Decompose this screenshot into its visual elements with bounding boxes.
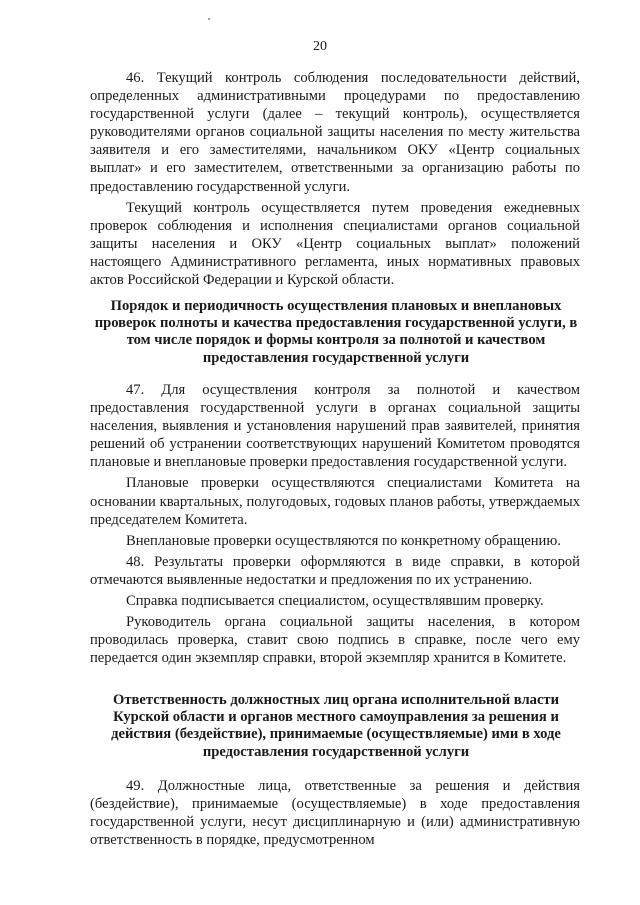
- paragraph-49: 49. Должностные лица, ответственные за решения и действия (бездействие), принимаемые (осуществляемые) в ходе предоставления государственной услуги, несут дисциплинарную и (или) административную ответственность в порядке, предусмотренном: [90, 778, 580, 849]
- section-49: [90, 777, 580, 849]
- heading-inspections-text: Порядок и периодичность осуществления плановых и внеплановых проверок полноты и качества предоставления государственной услуги, в том числе порядок и формы контроля за полнотой и качеством предоставления государственной услуги: [94, 298, 578, 366]
- heading-responsibility-text: Ответственность должностных лиц органа исполнительной власти Курской области и органов местного самоуправления за решения и действия (бездействие), принимаемые (осуществляемые) ими в ходе предоставления государственной услуги: [111, 692, 561, 760]
- section-46: [90, 69, 580, 289]
- page-number: 20: [313, 39, 327, 54]
- heading-responsibility: [92, 692, 580, 761]
- paragraph-current-control: Текущий контроль осуществляется путем проведения ежедневных проверок соблюдения и исполнения специалистами органов социальной защиты населения и ОКУ «Центр социальных выплат» положений настоящего Административного регламента, иных нормативных правовых актов Российской Федерации и Курской области.: [90, 199, 580, 289]
- paragraph-47: 47. Для осуществления контроля за полнотой и качеством предоставления государственной услуги в органах социальной защиты населения, выявления и установления нарушений прав заявителей, принятия решений об устранении соответствующих нарушений Комитетом проводятся плановые и внеплановые проверки предоставления государственной услуги.: [90, 382, 580, 471]
- paragraph-unplanned-checks: Внеплановые проверки осуществляются по конкретному обращению.: [126, 532, 561, 549]
- paragraph-head-signature: Руководитель органа социальной защиты населения, в котором проводилась проверка, ставит свою подпись в справке, после чего ему передается один экземпляр справки, второй экземпляр хранится в Комитете.: [90, 614, 580, 667]
- paragraph-planned-checks: Плановые проверки осуществляются специалистами Комитета на основании квартальных, полугодовых, годовых планов работы, утверждаемых председателем Комитета.: [90, 475, 580, 528]
- scan-speck: [208, 18, 210, 20]
- paragraph-report-signed: Справка подписывается специалистом, осуществлявшим проверку.: [126, 593, 544, 610]
- paragraph-48: 48. Результаты проверки оформляются в виде справки, в которой отмечаются выявленные недостатки и предложения по их устранению.: [90, 553, 580, 588]
- paragraph-46: 46. Текущий контроль соблюдения последовательности действий, определенных административными процедурами по предоставлению государственной услуги (далее – текущий контроль), осуществляется руководителями органов социальной защиты населения по месту жительства заявителя и его заместителями, начальником ОКУ «Центр социальных выплат» и его заместителем, ответственными за организацию работы по предоставлению государственной услуги.: [90, 70, 580, 195]
- heading-inspections: [92, 298, 580, 367]
- section-47-48: [90, 381, 580, 667]
